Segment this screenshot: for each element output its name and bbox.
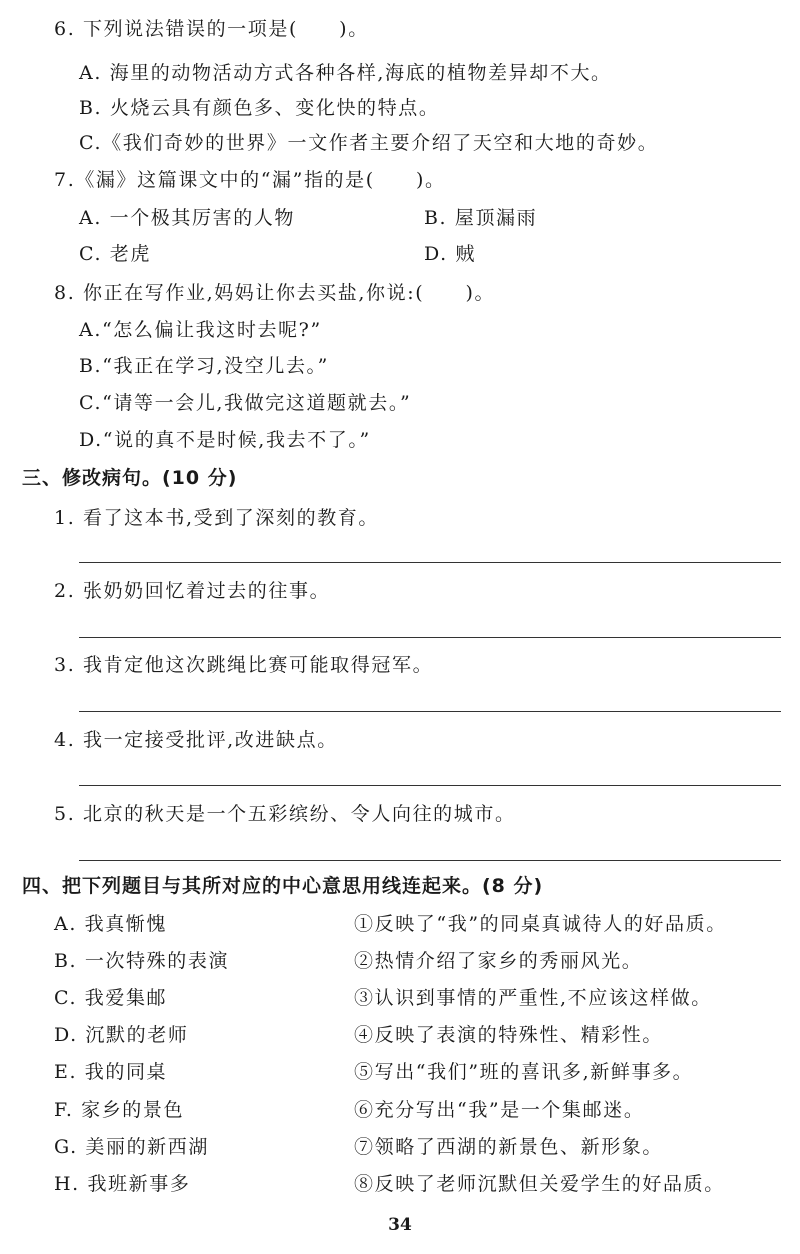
answer-line-4[interactable] — [79, 785, 781, 786]
meaning-1[interactable]: ①反映了“我”的同桌真诚待人的好品质。 — [354, 913, 727, 935]
meaning-2[interactable]: ②热情介绍了家乡的秀丽风光。 — [354, 950, 643, 972]
title-h[interactable]: H. 我班新事多 — [54, 1173, 191, 1195]
q8-option-d: D.“说的真不是时候,我去不了。” — [79, 429, 371, 451]
title-e[interactable]: E. 我的同桌 — [54, 1061, 168, 1083]
page-number: 34 — [388, 1215, 412, 1235]
answer-line-1[interactable] — [79, 562, 781, 563]
q8-option-b: B.“我正在学习,没空儿去。” — [79, 355, 329, 377]
title-d[interactable]: D. 沉默的老师 — [54, 1024, 189, 1046]
title-f[interactable]: F. 家乡的景色 — [54, 1099, 185, 1121]
q7-option-c: C. 老虎 — [79, 243, 151, 265]
section3-item-2: 2. 张奶奶回忆着过去的往事。 — [54, 580, 331, 602]
title-g[interactable]: G. 美丽的新西湖 — [54, 1136, 209, 1158]
answer-line-5[interactable] — [79, 860, 781, 861]
section3-item-4: 4. 我一定接受批评,改进缺点。 — [54, 729, 338, 751]
meaning-8[interactable]: ⑧反映了老师沉默但关爱学生的好品质。 — [354, 1173, 725, 1195]
section3-item-3: 3. 我肯定他这次跳绳比赛可能取得冠军。 — [54, 654, 434, 676]
section3-heading: 三、修改病句。(10 分) — [22, 467, 238, 489]
title-c[interactable]: C. 我爱集邮 — [54, 987, 168, 1009]
title-a[interactable]: A. 我真惭愧 — [54, 913, 168, 935]
q8-option-a: A.“怎么偏让我这时去呢?” — [79, 319, 322, 341]
q6-option-c: C.《我们奇妙的世界》一文作者主要介绍了天空和大地的奇妙。 — [79, 132, 659, 154]
answer-line-2[interactable] — [79, 637, 781, 638]
q8-stem: 8. 你正在写作业,妈妈让你去买盐,你说:( )。 — [54, 282, 496, 304]
q6-stem: 6. 下列说法错误的一项是( )。 — [54, 18, 369, 40]
meaning-3[interactable]: ③认识到事情的严重性,不应该这样做。 — [354, 987, 712, 1009]
meaning-7[interactable]: ⑦领略了西湖的新景色、新形象。 — [354, 1136, 664, 1158]
q6-option-a: A. 海里的动物活动方式各种各样,海底的植物差异却不大。 — [79, 62, 612, 84]
q7-stem: 7.《漏》这篇课文中的“漏”指的是( )。 — [54, 169, 446, 191]
meaning-4[interactable]: ④反映了表演的特殊性、精彩性。 — [354, 1024, 664, 1046]
q8-option-c: C.“请等一会儿,我做完这道题就去。” — [79, 392, 412, 414]
meaning-5[interactable]: ⑤写出“我们”班的喜讯多,新鲜事多。 — [354, 1061, 694, 1083]
section3-item-1: 1. 看了这本书,受到了深刻的教育。 — [54, 507, 380, 529]
answer-line-3[interactable] — [79, 711, 781, 712]
section4-heading: 四、把下列题目与其所对应的中心意思用线连起来。(8 分) — [22, 875, 544, 897]
q7-option-b: B. 屋顶漏雨 — [424, 207, 538, 229]
q6-option-b: B. 火烧云具有颜色多、变化快的特点。 — [79, 97, 440, 119]
section3-item-5: 5. 北京的秋天是一个五彩缤纷、令人向往的城市。 — [54, 803, 516, 825]
title-b[interactable]: B. 一次特殊的表演 — [54, 950, 230, 972]
q7-option-a: A. 一个极其厉害的人物 — [79, 207, 296, 229]
meaning-6[interactable]: ⑥充分写出“我”是一个集邮迷。 — [354, 1099, 645, 1121]
q7-option-d: D. 贼 — [424, 243, 477, 265]
